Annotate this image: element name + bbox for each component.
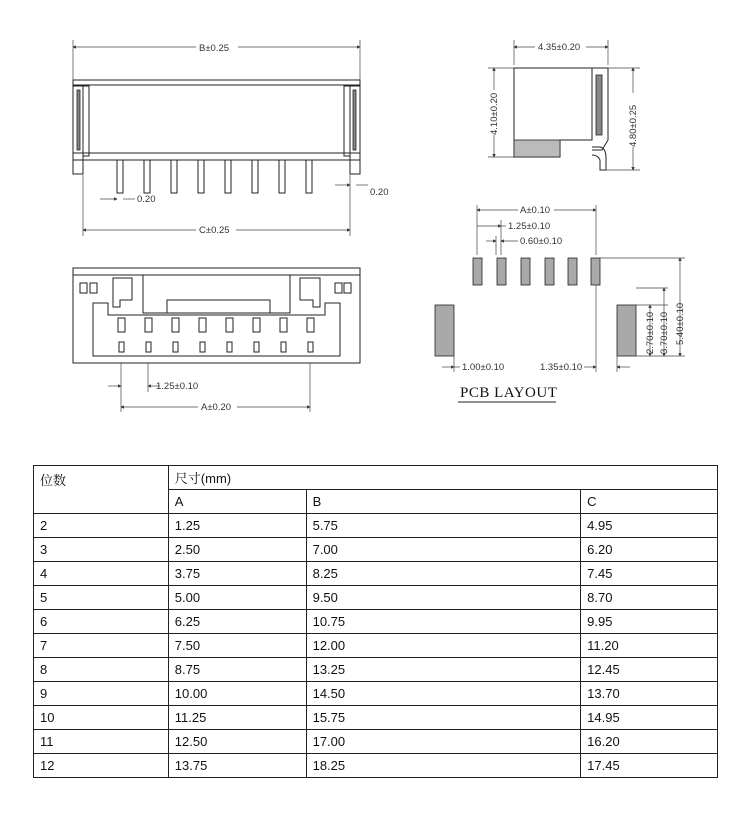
cell-a: 8.75 xyxy=(168,658,306,682)
header-size: 尺寸(mm) xyxy=(168,466,717,490)
table-row xyxy=(34,586,718,610)
pcb-dim-v3-label: 5.40±0.10 xyxy=(675,302,686,345)
cell-c: 13.70 xyxy=(581,682,718,706)
pcb-dim-a-label: A±0.10 xyxy=(520,205,551,216)
cell-c: 14.95 xyxy=(581,706,718,730)
pcb-layout-title: PCB LAYOUT xyxy=(460,385,558,401)
cell-pos: 5 xyxy=(34,586,169,610)
cell-c: 7.45 xyxy=(581,562,718,586)
cell-a: 5.00 xyxy=(168,586,306,610)
table-row xyxy=(34,730,718,754)
cell-a: 10.00 xyxy=(168,682,306,706)
side-view xyxy=(488,40,640,170)
pcb-dim-mount-left-label: 1.00±0.10 xyxy=(462,362,505,373)
cell-pos: 6 xyxy=(34,610,169,634)
cell-b: 7.00 xyxy=(306,538,581,562)
cell-b: 8.25 xyxy=(306,562,581,586)
front-view xyxy=(73,40,389,236)
cell-c: 11.20 xyxy=(581,634,718,658)
cell-a: 12.50 xyxy=(168,730,306,754)
cell-pos: 9 xyxy=(34,682,169,706)
pcb-dim-v1-label: 2.70±0.10 xyxy=(645,311,656,354)
cell-b: 13.25 xyxy=(306,658,581,682)
cell-a: 3.75 xyxy=(168,562,306,586)
dim-b-label: B±0.25 xyxy=(199,43,230,54)
cell-c: 12.45 xyxy=(581,658,718,682)
header-pos-count: 位数 xyxy=(34,466,169,514)
header-col-b: B xyxy=(306,490,581,514)
cell-pos: 11 xyxy=(34,730,169,754)
cell-b: 5.75 xyxy=(306,514,581,538)
dimension-table xyxy=(33,465,718,778)
table-row xyxy=(34,514,718,538)
pcb-dim-pad-label: 0.60±0.10 xyxy=(520,236,563,247)
dim-height-right-label: 4.80±0.25 xyxy=(628,104,639,147)
cell-b: 17.00 xyxy=(306,730,581,754)
cell-b: 14.50 xyxy=(306,682,581,706)
cell-a: 6.25 xyxy=(168,610,306,634)
dim-width-label: 4.35±0.20 xyxy=(538,42,581,53)
pcb-dim-pitch-label: 1.25±0.10 xyxy=(508,221,551,232)
dim-bottom-a-label: A±0.20 xyxy=(201,402,232,413)
dim-bottom-pitch-label: 1.25±0.10 xyxy=(156,381,199,392)
cell-pos: 12 xyxy=(34,754,169,778)
cell-b: 18.25 xyxy=(306,754,581,778)
table-row xyxy=(34,682,718,706)
dim-c-label: C±0.25 xyxy=(199,225,230,236)
cell-c: 9.95 xyxy=(581,610,718,634)
header-col-a: A xyxy=(168,490,306,514)
cell-a: 11.25 xyxy=(168,706,306,730)
table-row xyxy=(34,706,718,730)
table-row xyxy=(34,562,718,586)
dim-height-left-label: 4.10±0.20 xyxy=(489,92,500,135)
cell-c: 6.20 xyxy=(581,538,718,562)
table-row xyxy=(34,610,718,634)
cell-a: 1.25 xyxy=(168,514,306,538)
dim-pin-left-label: 0.20 xyxy=(137,194,156,205)
pcb-dim-v2-label: 3.70±0.10 xyxy=(659,311,670,354)
pcb-layout xyxy=(435,205,686,402)
table-row xyxy=(34,634,718,658)
cell-a: 2.50 xyxy=(168,538,306,562)
cell-a: 13.75 xyxy=(168,754,306,778)
cell-b: 12.00 xyxy=(306,634,581,658)
dim-pin-right-label: 0.20 xyxy=(370,187,389,198)
cell-pos: 2 xyxy=(34,514,169,538)
table-row xyxy=(34,538,718,562)
cell-c: 8.70 xyxy=(581,586,718,610)
cell-c: 4.95 xyxy=(581,514,718,538)
cell-b: 9.50 xyxy=(306,586,581,610)
cell-c: 16.20 xyxy=(581,730,718,754)
cell-b: 10.75 xyxy=(306,610,581,634)
cell-c: 17.45 xyxy=(581,754,718,778)
pcb-dim-mount-right-label: 1.35±0.10 xyxy=(540,362,583,373)
bottom-view xyxy=(73,268,360,413)
cell-pos: 8 xyxy=(34,658,169,682)
cell-pos: 7 xyxy=(34,634,169,658)
cell-pos: 3 xyxy=(34,538,169,562)
cell-pos: 4 xyxy=(34,562,169,586)
cell-pos: 10 xyxy=(34,706,169,730)
header-col-c: C xyxy=(581,490,718,514)
cell-b: 15.75 xyxy=(306,706,581,730)
table-row xyxy=(34,754,718,778)
cell-a: 7.50 xyxy=(168,634,306,658)
table-row xyxy=(34,658,718,682)
table-header-row xyxy=(34,466,718,490)
